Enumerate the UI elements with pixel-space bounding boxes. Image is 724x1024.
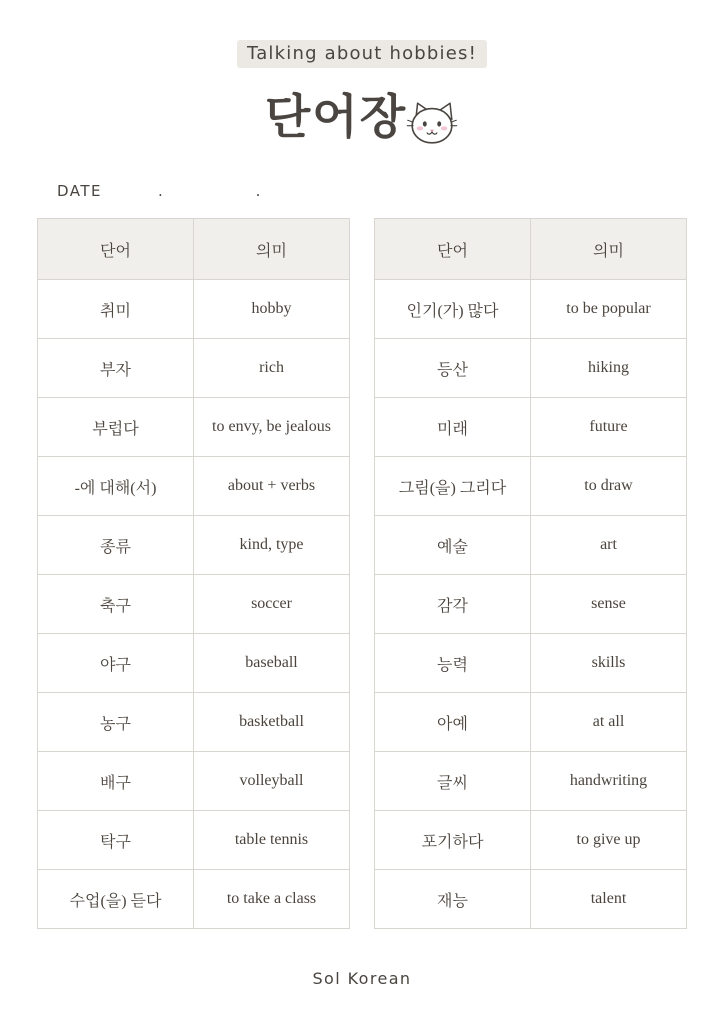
cell-word: 야구 <box>38 634 194 693</box>
cell-meaning: basketball <box>194 693 350 752</box>
cell-meaning: baseball <box>194 634 350 693</box>
vocabulary-table-right <box>374 218 687 929</box>
table-row <box>38 575 350 634</box>
cell-word: 부럽다 <box>38 398 194 457</box>
column-header-word: 단어 <box>38 219 194 280</box>
cell-meaning: about + verbs <box>194 457 350 516</box>
table-row <box>38 870 350 929</box>
cell-meaning: table tennis <box>194 811 350 870</box>
table-row <box>38 693 350 752</box>
cell-word: 아예 <box>375 693 531 752</box>
cell-word: -에 대해(서) <box>38 457 194 516</box>
table-row <box>38 339 350 398</box>
date-row <box>0 182 724 200</box>
cell-word: 글씨 <box>375 752 531 811</box>
column-header-word: 단어 <box>375 219 531 280</box>
table-header-row <box>375 219 687 280</box>
table-row <box>38 280 350 339</box>
table-row <box>375 634 687 693</box>
table-row <box>375 339 687 398</box>
cell-word: 농구 <box>38 693 194 752</box>
cell-meaning: sense <box>531 575 687 634</box>
cell-meaning: art <box>531 516 687 575</box>
table-row <box>375 870 687 929</box>
cell-meaning: to be popular <box>531 280 687 339</box>
cell-meaning: soccer <box>194 575 350 634</box>
cell-word: 등산 <box>375 339 531 398</box>
cell-meaning: talent <box>531 870 687 929</box>
vocabulary-tables <box>0 218 724 929</box>
cell-word: 그림(을) 그리다 <box>375 457 531 516</box>
page-subtitle: Talking about hobbies! <box>237 40 487 68</box>
table-row <box>38 398 350 457</box>
table-row <box>38 752 350 811</box>
cell-meaning: handwriting <box>531 752 687 811</box>
cell-word: 미래 <box>375 398 531 457</box>
cell-meaning: future <box>531 398 687 457</box>
table-row <box>375 575 687 634</box>
cat-face-icon <box>405 96 459 150</box>
column-header-meaning: 의미 <box>194 219 350 280</box>
cell-meaning: rich <box>194 339 350 398</box>
cell-word: 배구 <box>38 752 194 811</box>
cell-meaning: to draw <box>531 457 687 516</box>
cell-word: 종류 <box>38 516 194 575</box>
table-row <box>38 516 350 575</box>
footer-brand: Sol Korean <box>312 969 412 988</box>
cell-word: 포기하다 <box>375 811 531 870</box>
table-row <box>38 634 350 693</box>
date-label: DATE <box>57 182 103 200</box>
cell-word: 예술 <box>375 516 531 575</box>
cell-meaning: to give up <box>531 811 687 870</box>
subtitle-highlight <box>237 40 487 68</box>
page-header <box>0 0 724 144</box>
cell-word: 감각 <box>375 575 531 634</box>
cell-word: 부자 <box>38 339 194 398</box>
table-row <box>38 457 350 516</box>
table-row <box>375 398 687 457</box>
cell-meaning: skills <box>531 634 687 693</box>
table-header-row <box>38 219 350 280</box>
table-row <box>375 752 687 811</box>
table-row <box>38 811 350 870</box>
cell-meaning: to take a class <box>194 870 350 929</box>
table-row <box>375 516 687 575</box>
cell-meaning: kind, type <box>194 516 350 575</box>
cell-meaning: at all <box>531 693 687 752</box>
table-row <box>375 693 687 752</box>
cell-meaning: to envy, be jealous <box>194 398 350 457</box>
cell-word: 인기(가) 많다 <box>375 280 531 339</box>
vocabulary-table-left <box>37 218 350 929</box>
cell-word: 재능 <box>375 870 531 929</box>
cell-word: 능력 <box>375 634 531 693</box>
page-title: 단어장 <box>264 89 408 145</box>
date-separators: . . <box>158 182 305 200</box>
cell-word: 취미 <box>38 280 194 339</box>
cell-meaning: hobby <box>194 280 350 339</box>
title-row <box>0 90 724 144</box>
cell-word: 수업(을) 듣다 <box>38 870 194 929</box>
table-row <box>375 457 687 516</box>
cell-meaning: volleyball <box>194 752 350 811</box>
cell-word: 축구 <box>38 575 194 634</box>
table-row <box>375 811 687 870</box>
table-row <box>375 280 687 339</box>
cell-word: 탁구 <box>38 811 194 870</box>
column-header-meaning: 의미 <box>531 219 687 280</box>
cell-meaning: hiking <box>531 339 687 398</box>
